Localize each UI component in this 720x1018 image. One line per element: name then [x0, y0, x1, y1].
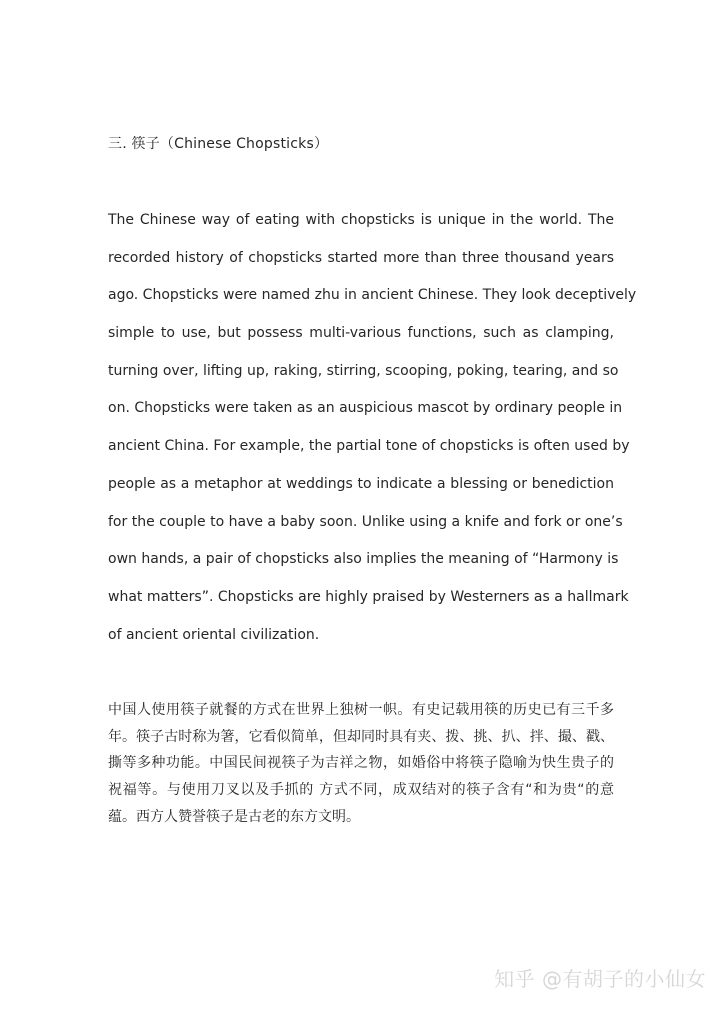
english-line: ago. Chopsticks were named zhu in ancient Chinese. They look deceptively — [108, 287, 637, 304]
chinese-line: 撕等多种功能。中国民间视筷子为吉祥之物，如婚俗中将筷子隐喻为快生贵子的 — [108, 755, 614, 772]
english-line: recorded history of chopsticks started more than three thousand years — [108, 249, 614, 266]
chinese-line: 蕴。西方人赞誉筷子是古老的东方文明。 — [108, 808, 360, 825]
english-paragraph — [108, 208, 637, 660]
zhihu-watermark: 知乎 @有胡子的小仙女 — [494, 967, 706, 991]
chinese-line: 祝福等。与使用刀叉以及手抓的 方式不同，成双结对的筷子含有“和为贵“的意 — [108, 782, 614, 799]
english-line: people as a metaphor at weddings to indicate a blessing or benediction — [108, 475, 614, 492]
english-line: The Chinese way of eating with chopsticks is unique in the world. The — [108, 212, 614, 228]
english-line: what matters”. Chopsticks are highly praised by Westerners as a hallmark — [108, 588, 629, 605]
english-line: ancient China. For example, the partial tone of chopsticks is often used by — [108, 438, 630, 455]
english-line: of ancient oriental civilization. — [108, 626, 320, 643]
chinese-line: 年。筷子古时称为箸，它看似简单，但却同时具有夹、拨、挑、扒、拌、撮、戳、 — [108, 728, 614, 745]
chinese-line: 中国人使用筷子就餐的方式在世界上独树一帜。有史记载用筷的历史已有三千多 — [108, 702, 614, 718]
english-line: for the couple to have a baby soon. Unlike using a knife and fork or one’s — [108, 513, 623, 530]
section-heading: 三. 筷子（Chinese Chopsticks） — [108, 136, 329, 152]
chinese-paragraph — [108, 700, 614, 833]
english-line: on. Chopsticks were taken as an auspicious mascot by ordinary people in — [108, 400, 623, 417]
english-line: own hands, a pair of chopsticks also implies the meaning of “Harmony is — [108, 551, 619, 568]
english-line: turning over, lifting up, raking, stirring, scooping, poking, tearing, and so — [108, 362, 619, 379]
english-line: simple to use, but possess multi-various functions, such as clamping, — [108, 325, 614, 342]
